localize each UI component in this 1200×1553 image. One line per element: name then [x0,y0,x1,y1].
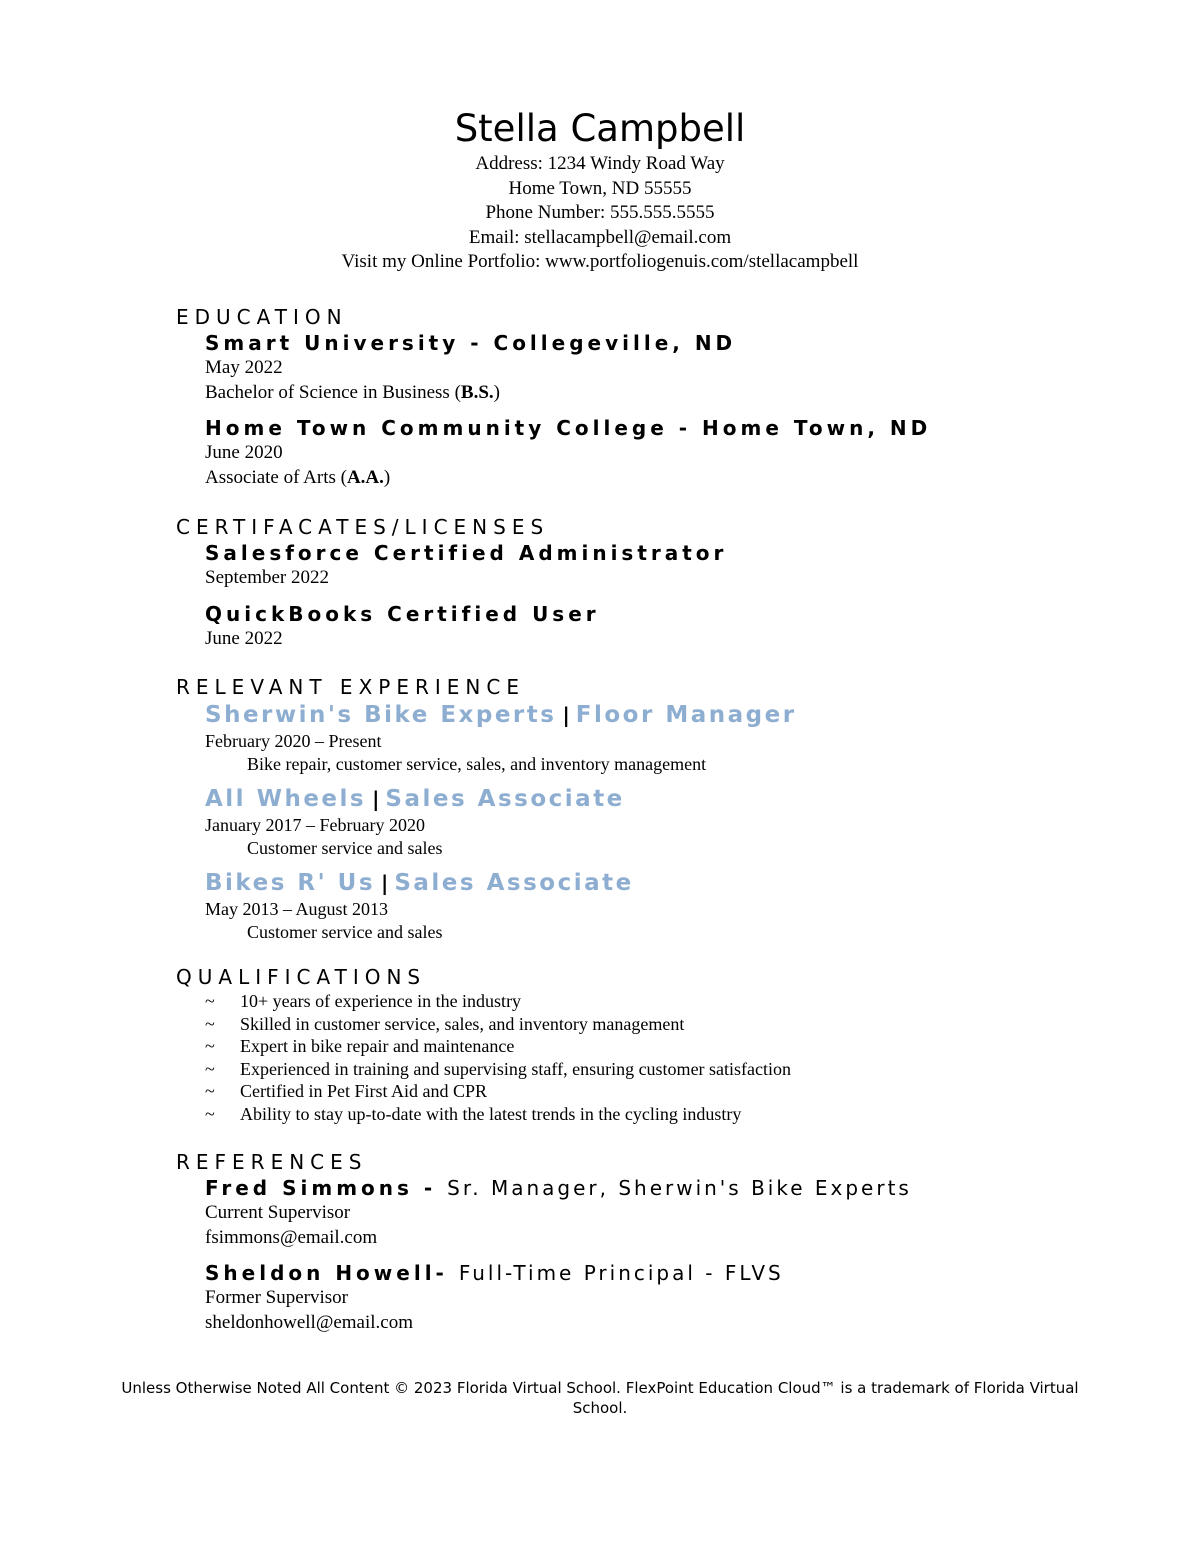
education-heading: EDUCATION [176,305,348,329]
experience-heading: RELEVANT EXPERIENCE [176,675,525,699]
reference-heading [205,1175,1176,1201]
reference-position: Sr. Manager, Sherwin's Bike Experts [447,1176,912,1200]
certificates-section [176,514,1176,651]
degree: Associate of Arts (A.A.) [205,466,391,488]
tilde-bullet: ~ [205,1058,215,1079]
reference-item [205,1175,1176,1250]
job-description: Customer service and sales [247,838,443,858]
education-item [205,330,1176,405]
certificate-name: QuickBooks Certified User [205,601,600,626]
tilde-bullet: ~ [205,1103,215,1124]
reference-relation: Former Supervisor [205,1287,349,1308]
list-item: ~ Certified in Pet First Aid and CPR [205,1081,488,1102]
tilde-bullet: ~ [205,1036,215,1057]
job-heading [205,868,1176,898]
certificates-heading: CERTIFACATES/LICENSES [176,515,550,539]
reference-relation: Current Supervisor [205,1202,351,1223]
list-item: ~ Ability to stay up-to-date with the latest trends in the cycling industry [205,1103,742,1124]
education-item [205,415,1176,490]
references-heading: REFERENCES [176,1150,368,1174]
certificate-item [205,601,1176,652]
job-dates: January 2017 – February 2020 [205,815,425,835]
reference-heading [205,1260,1176,1286]
list-item: ~ 10+ years of experience in the industry [205,991,522,1011]
job-dates: February 2020 – Present [205,731,382,751]
job-role: Sales Associate [394,870,634,896]
copyright-footer: Unless Otherwise Noted All Content © 2023 Florida Virtual School. FlexPoint Education Cloud™ is a trademark of Florida Virtual School. [121,1379,1079,1417]
degree: Bachelor of Science in Business (B.S.) [205,381,500,403]
job-role: Floor Manager [575,702,797,728]
job-heading [205,784,1176,814]
reference-name: Fred Simmons - [205,1176,448,1200]
reference-email[interactable]: sheldonhowell@email.com [205,1311,413,1333]
tilde-bullet: ~ [205,991,215,1011]
school-name: Smart University - Collegeville, ND [205,331,737,355]
job-separator: | [381,871,389,895]
graduation-date: May 2022 [205,357,283,378]
company-name: All Wheels [205,786,367,812]
experience-section [176,674,1176,944]
address-line-2: Home Town, ND 55555 [508,177,692,199]
reference-item [205,1260,1176,1335]
list-item: ~ Experienced in training and supervising staff, ensuring customer satisfaction [205,1058,792,1079]
phone-number: Phone Number: 555.555.5555 [485,202,715,223]
job-dates: May 2013 – August 2013 [205,899,389,919]
company-name: Bikes R' Us [205,870,376,896]
company-name: Sherwin's Bike Experts [205,702,557,728]
address-line-1: Address: 1234 Windy Road Way [475,153,725,174]
email-address: Email: stellacampbell@email.com [468,226,732,248]
qualifications-section [176,964,1176,1126]
reference-email[interactable]: fsimmons@email.com [205,1226,378,1248]
experience-item [205,868,1176,944]
qualifications-heading: QUALIFICATIONS [176,965,427,989]
job-role: Sales Associate [385,786,625,812]
experience-item [205,700,1176,776]
job-separator: | [562,703,570,727]
list-item: ~ Expert in bike repair and maintenance [205,1036,515,1057]
reference-name: Sheldon Howell- [205,1261,459,1285]
resume-header [0,106,1200,275]
certificate-date: June 2022 [205,627,283,649]
certificate-item [205,540,1176,591]
job-description: Bike repair, customer service, sales, and inventory management [247,754,707,774]
portfolio-link[interactable]: Visit my Online Portfolio: www.portfoliogenuis.com/stellacampbell [341,251,859,272]
graduation-date: June 2020 [205,442,283,463]
reference-position: Full-Time Principal - FLVS [458,1261,784,1285]
qualifications-list [205,990,1176,1126]
certificate-name: Salesforce Certified Administrator [205,541,728,565]
tilde-bullet: ~ [205,1081,215,1102]
job-description: Customer service and sales [247,922,443,942]
tilde-bullet: ~ [205,1013,215,1034]
job-heading [205,700,1176,730]
job-separator: | [372,787,380,811]
list-item: ~ Skilled in customer service, sales, and inventory management [205,1013,685,1034]
school-name: Home Town Community College - Home Town, ND [205,416,932,440]
education-section [176,304,1176,490]
references-section [176,1149,1176,1335]
experience-item [205,784,1176,860]
candidate-name: Stella Campbell [454,107,746,150]
certificate-date: September 2022 [205,567,330,588]
